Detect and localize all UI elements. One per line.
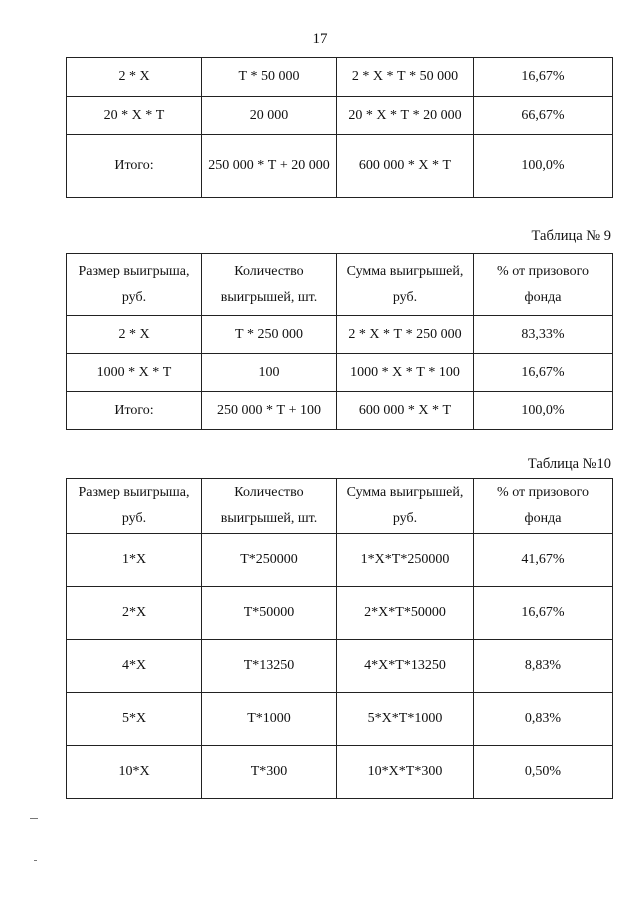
table-cell: 2*Х*Т*50000 xyxy=(337,587,474,640)
table-cell: 16,67% xyxy=(474,58,613,97)
table-cell: 100,0% xyxy=(474,392,613,430)
table-cell: Итого: xyxy=(67,392,202,430)
prize-table-9 xyxy=(66,253,613,430)
table-row xyxy=(67,354,613,392)
table-cell: 250 000 * Т + 100 xyxy=(202,392,337,430)
table-cell: Т*300 xyxy=(202,746,337,799)
table-cell: 1*Х*Т*250000 xyxy=(337,534,474,587)
table-row xyxy=(67,587,613,640)
table-10-caption: Таблица №10 xyxy=(527,456,611,472)
column-header: % от призового фонда xyxy=(474,254,613,316)
table-cell: 0,50% xyxy=(474,746,613,799)
table-total-row xyxy=(67,392,613,430)
table-cell: 41,67% xyxy=(474,534,613,587)
table-cell: 250 000 * Т + 20 000 xyxy=(202,135,337,198)
column-header: Сумма выигрышей, руб. xyxy=(337,479,474,534)
table-header-row xyxy=(67,254,613,316)
table-cell: Т*1000 xyxy=(202,693,337,746)
column-header: % от призового фонда xyxy=(474,479,613,534)
table-cell: 2*Х xyxy=(67,587,202,640)
table-cell: 2 * Х xyxy=(67,58,202,97)
table-cell: 20 * Х * Т xyxy=(67,97,202,135)
table-cell: 600 000 * Х * Т xyxy=(337,135,474,198)
table-cell: 66,67% xyxy=(474,97,613,135)
table-cell: Т*13250 xyxy=(202,640,337,693)
table-cell: Т*250000 xyxy=(202,534,337,587)
table-cell: Т * 50 000 xyxy=(202,58,337,97)
table-header-row xyxy=(67,479,613,534)
table-cell: 5*Х*Т*1000 xyxy=(337,693,474,746)
table-cell: 20 * Х * Т * 20 000 xyxy=(337,97,474,135)
table-cell: 2 * Х * Т * 50 000 xyxy=(337,58,474,97)
prize-table-10 xyxy=(66,478,613,799)
table-cell: 0,83% xyxy=(474,693,613,746)
column-header: Количество выигрышей, шт. xyxy=(202,479,337,534)
table-cell: 10*Х xyxy=(67,746,202,799)
table-total-row xyxy=(67,135,613,198)
scan-margin-mark xyxy=(34,860,37,861)
table-cell: Т*50000 xyxy=(202,587,337,640)
column-header: Размер выигрыша, руб. xyxy=(67,479,202,534)
column-header: Количество выигрышей, шт. xyxy=(202,254,337,316)
page-number: 17 xyxy=(312,31,328,47)
table-cell: 4*Х*Т*13250 xyxy=(337,640,474,693)
table-cell: 4*Х xyxy=(67,640,202,693)
table-row xyxy=(67,97,613,135)
table-cell: 1*Х xyxy=(67,534,202,587)
table-row xyxy=(67,58,613,97)
column-header: Размер выигрыша, руб. xyxy=(67,254,202,316)
table-cell: 2 * Х * Т * 250 000 xyxy=(337,316,474,354)
table-cell: 1000 * Х * Т xyxy=(67,354,202,392)
table-cell: 100 xyxy=(202,354,337,392)
table-cell: 600 000 * Х * Т xyxy=(337,392,474,430)
table-cell: 1000 * Х * Т * 100 xyxy=(337,354,474,392)
table-row xyxy=(67,746,613,799)
table-row xyxy=(67,316,613,354)
table-9-caption: Таблица № 9 xyxy=(531,228,611,244)
table-row xyxy=(67,640,613,693)
table-cell: 10*Х*Т*300 xyxy=(337,746,474,799)
table-cell: 16,67% xyxy=(474,587,613,640)
table-row xyxy=(67,693,613,746)
prize-table-8-continued xyxy=(66,57,613,198)
scan-margin-mark xyxy=(30,818,38,819)
table-cell: Т * 250 000 xyxy=(202,316,337,354)
table-cell: 100,0% xyxy=(474,135,613,198)
table-cell: 2 * Х xyxy=(67,316,202,354)
table-cell: 8,83% xyxy=(474,640,613,693)
table-cell: 5*Х xyxy=(67,693,202,746)
table-cell: Итого: xyxy=(67,135,202,198)
table-cell: 20 000 xyxy=(202,97,337,135)
column-header: Сумма выигрышей, руб. xyxy=(337,254,474,316)
table-cell: 16,67% xyxy=(474,354,613,392)
table-cell: 83,33% xyxy=(474,316,613,354)
table-row xyxy=(67,534,613,587)
